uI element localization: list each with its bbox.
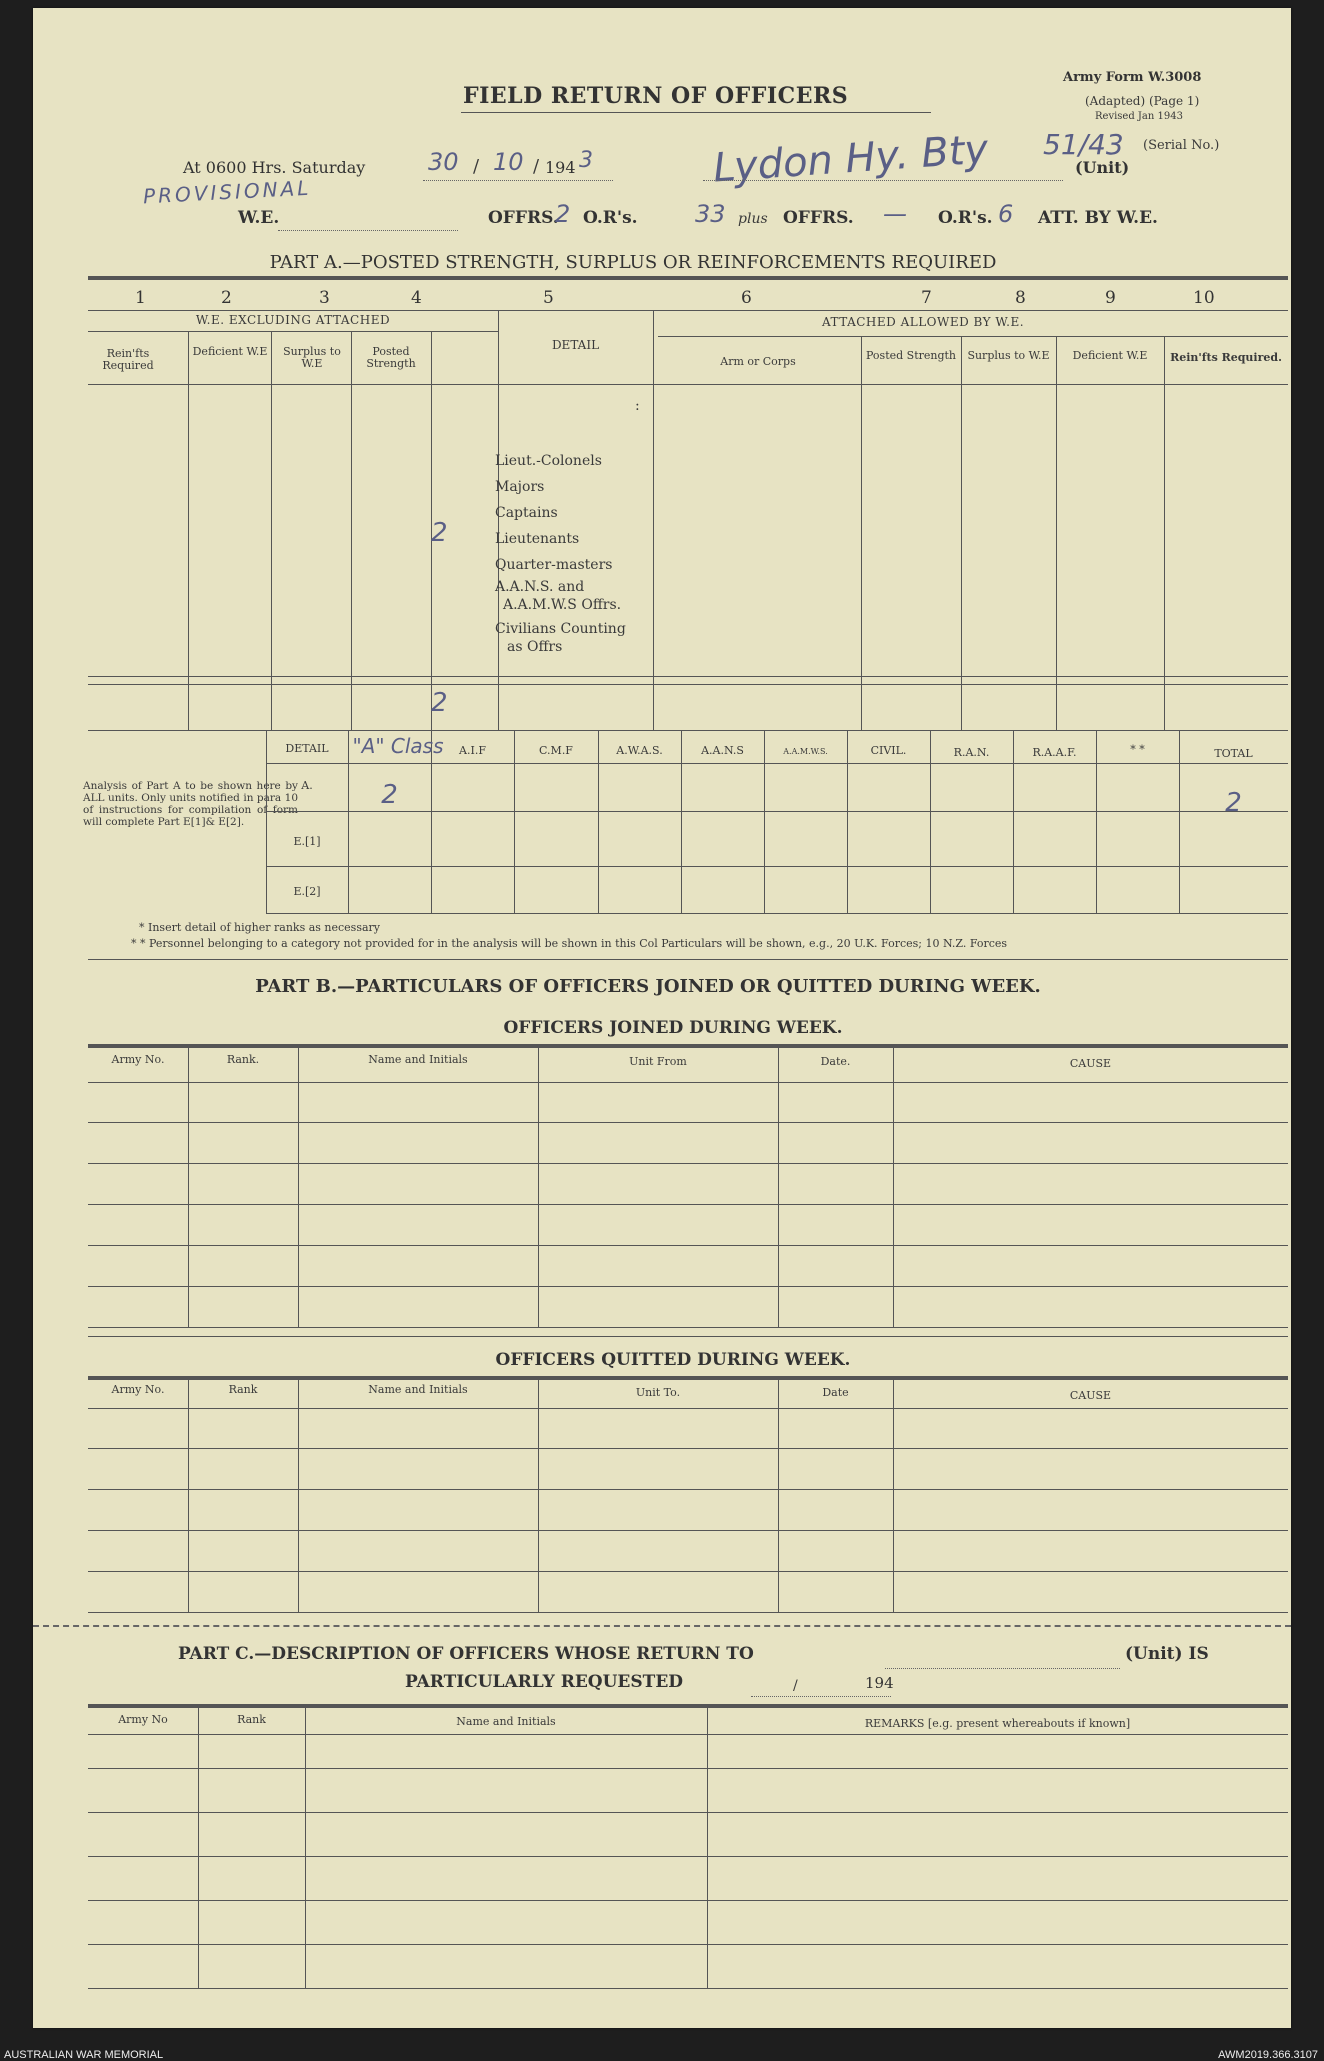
part-c-hdr-army-no: Army No — [118, 1713, 168, 1726]
joined-row-rule — [88, 1327, 1288, 1328]
rank-dots: : — [635, 398, 640, 414]
rank-list — [495, 448, 626, 656]
quitted-row-rule — [88, 1448, 1288, 1449]
an-row-e1: E.[1] — [293, 835, 321, 848]
perforation — [33, 1625, 1291, 1627]
joined-hdr-army-no: Army No. — [111, 1053, 165, 1066]
hdr-arm-corps: Arm or Corps — [720, 355, 796, 368]
date-sep-1: / — [473, 156, 480, 177]
part-a-bottom-rule — [88, 730, 1288, 731]
an-hdr-aans: A.A.N.S — [701, 744, 744, 757]
part-c-row-rule — [88, 1768, 1288, 1769]
analysis-vline — [598, 730, 599, 913]
an-hdr-civil: CIVIL. — [870, 744, 907, 757]
unit-value: Lydon Hy. Bty — [711, 126, 990, 192]
analysis-header-rule — [266, 763, 1288, 764]
quitted-vline — [188, 1376, 189, 1612]
part-a-vline — [1164, 336, 1165, 731]
form-revised: Revised Jan 1943 — [1095, 111, 1183, 122]
part-a-vline — [861, 336, 862, 731]
joined-vline — [778, 1044, 779, 1327]
col-num-1: 1 — [135, 288, 146, 308]
part-c-row-rule — [88, 1812, 1288, 1813]
rank-qm: Quarter-masters — [495, 557, 613, 573]
rank-captain: Captains — [495, 505, 558, 521]
offrs-value: 2 — [555, 200, 571, 228]
footnote-1: * Insert detail of higher ranks as necessary — [139, 921, 380, 934]
footer-accession: AWM2019.366.3107 — [1218, 2049, 1318, 2061]
offrs-label: OFFRS. — [488, 208, 559, 228]
part-c-row-rule — [88, 1944, 1288, 1945]
quitted-row-rule — [88, 1408, 1288, 1409]
quitted-top-rule — [88, 1376, 1288, 1380]
date-year-printed: 194 — [545, 158, 576, 177]
joined-row-rule — [88, 1286, 1288, 1287]
ors2-label: O.R's. — [938, 208, 993, 228]
we-line — [278, 230, 458, 231]
form-sheet — [33, 8, 1291, 2028]
part-c-hdr-rank: Rank — [237, 1713, 266, 1726]
quitted-hdr-unit: Unit To. — [635, 1386, 681, 1399]
form-adapted: (Adapted) (Page 1) — [1085, 94, 1200, 108]
part-a-vline — [271, 331, 272, 731]
joined-row-rule — [88, 1245, 1288, 1246]
quitted-title: OFFICERS QUITTED DURING WEEK. — [495, 1350, 851, 1370]
part-a-vline — [1056, 336, 1057, 731]
part-a-top-rule — [88, 310, 1288, 311]
we-excluding-header: W.E. EXCLUDING ATTACHED — [195, 313, 391, 327]
part-c-title-1: PART C.—DESCRIPTION OF OFFICERS WHOSE RETURN TO — [178, 1644, 754, 1664]
quitted-hdr-date: Date — [822, 1386, 849, 1399]
analysis-note: Analysis of Part A to be shown here by ALL units. Only units notified in para 10 of instructions for compilation of form will complete Part E[1]& E[2]. — [83, 780, 298, 828]
joined-vline — [893, 1044, 894, 1327]
hdr-detail: DETAIL — [551, 338, 600, 352]
part-a-vline — [351, 331, 352, 731]
ors-value: 33 — [695, 200, 726, 228]
part-c-hdr-remarks: REMARKS [e.g. present whereabouts if known] — [864, 1717, 1131, 1730]
an-row-a: A. — [301, 779, 313, 792]
header-bottom-rule — [88, 384, 1288, 385]
part-a-rule — [88, 276, 1288, 280]
date-month: 10 — [493, 148, 524, 176]
analysis-bottom-rule — [266, 913, 1288, 914]
analysis-vline — [764, 730, 765, 913]
col-num-3: 3 — [319, 288, 330, 308]
part-c-row-rule — [88, 1734, 1288, 1735]
col-num-10: 10 — [1193, 288, 1215, 308]
joined-hdr-name: Name and Initials — [368, 1053, 468, 1066]
totals-rule-2 — [88, 684, 1288, 685]
hdr-att-posted: Posted Strength — [865, 349, 957, 362]
quitted-row-rule — [88, 1489, 1288, 1490]
joined-row-rule — [88, 1122, 1288, 1123]
part-a-vline — [961, 336, 962, 731]
offrs2-label: OFFRS. — [783, 208, 854, 228]
joined-hdr-unit: Unit From — [629, 1055, 687, 1068]
date-sep-2: / — [533, 156, 540, 177]
provisional-stamp: PROVISIONAL — [142, 175, 312, 209]
date-year-hand: 3 — [579, 148, 593, 173]
serial-value: 51/43 — [1043, 128, 1124, 161]
att-subheader-rule — [658, 336, 1288, 337]
footnote-rule — [88, 959, 1288, 960]
col-num-4: 4 — [411, 288, 422, 308]
part-c-unit-is: (Unit) IS — [1125, 1644, 1209, 1664]
part-a-title: PART A.—POSTED STRENGTH, SURPLUS OR REINFORCEMENTS REQUIRED — [269, 252, 997, 273]
an-hdr-other: * * — [1130, 743, 1145, 756]
col-num-9: 9 — [1105, 288, 1116, 308]
rank-lieut: Lieutenants — [495, 531, 580, 547]
joined-hdr-date: Date. — [820, 1055, 851, 1068]
quitted-hdr-army-no: Army No. — [111, 1383, 165, 1396]
form-number: Army Form W.3008 — [1063, 70, 1202, 85]
quitted-vline — [298, 1376, 299, 1612]
quitted-row-rule — [88, 1530, 1288, 1531]
quitted-row-rule — [88, 1571, 1288, 1572]
unit-line — [703, 180, 1063, 181]
analysis-vline — [681, 730, 682, 913]
analysis-vline — [1096, 730, 1097, 913]
part-c-vline — [707, 1704, 708, 1988]
joined-vline — [538, 1044, 539, 1327]
quitted-hdr-name: Name and Initials — [368, 1383, 468, 1396]
plus-label: plus — [738, 211, 768, 227]
col-num-8: 8 — [1015, 288, 1026, 308]
analysis-row-rule — [266, 811, 1288, 812]
part-c-date-line — [751, 1696, 891, 1697]
part-b-title: PART B.—PARTICULARS OF OFFICERS JOINED OR QUITTED DURING WEEK. — [255, 976, 1041, 997]
an-hdr-aif: A.I.F — [459, 744, 486, 757]
title-underline — [461, 112, 931, 113]
part-c-vline — [305, 1704, 306, 1988]
an-hdr-cmf: C.M.F — [539, 744, 573, 757]
quitted-hdr-cause: CAUSE — [1069, 1389, 1112, 1402]
ors-label: O.R's. — [583, 208, 638, 228]
rank-aamws: A.A.M.W.S Offrs. — [503, 597, 622, 613]
date-day: 30 — [428, 148, 459, 176]
ors2-value: 6 — [998, 200, 1014, 228]
serial-label: (Serial No.) — [1143, 138, 1220, 153]
hdr-reinfts-req: Rein'fts Required — [102, 347, 154, 372]
at-label: At 0600 Hrs. Saturday — [183, 158, 366, 177]
part-c-hdr-name: Name and Initials — [456, 1715, 556, 1728]
joined-title: OFFICERS JOINED DURING WEEK. — [503, 1018, 843, 1038]
quitted-hdr-rank: Rank — [228, 1383, 258, 1396]
form-title: FIELD RETURN OF OFFICERS — [463, 83, 849, 109]
part-c-year: 194 — [865, 1674, 894, 1692]
rank-civ-offrs: as Offrs — [507, 639, 563, 655]
we-subheader-rule — [88, 331, 498, 332]
hdr-att-deficient: Deficient W.E — [1072, 349, 1148, 362]
quitted-row-rule — [88, 1612, 1288, 1613]
joined-hdr-cause: CAUSE — [1069, 1057, 1112, 1070]
an-total-value: 2 — [1225, 788, 1242, 818]
col-num-6: 6 — [741, 288, 752, 308]
quitted-sep-rule — [88, 1336, 1288, 1337]
hdr-surplus: Surplus to W.E — [283, 345, 341, 370]
hdr-att-surplus: Surplus to W.E — [967, 349, 1050, 362]
part-c-row-rule — [88, 1856, 1288, 1857]
part-c-unit-line — [885, 1668, 1120, 1669]
offrs2-value: — — [883, 200, 907, 228]
part-a-vline — [188, 331, 189, 731]
an-a-class-value: 2 — [381, 780, 398, 810]
totals-rule — [88, 676, 1288, 677]
rank-civilians: Civilians Counting — [495, 621, 626, 637]
joined-row-rule — [88, 1163, 1288, 1164]
part-c-row-rule — [88, 1988, 1288, 1989]
an-hdr-total: TOTAL — [1214, 747, 1253, 760]
col-num-2: 2 — [221, 288, 232, 308]
hdr-posted: Posted Strength — [366, 345, 416, 370]
joined-vline — [298, 1044, 299, 1327]
an-hdr-ran: R.A.N. — [953, 746, 990, 759]
an-hdr-raaf: R.A.A.F. — [1032, 746, 1077, 759]
total-posted-value: 2 — [431, 688, 448, 718]
rank-lt-col: Lieut.-Colonels — [495, 453, 602, 469]
rank-major: Majors — [495, 479, 545, 495]
lieut-posted-value: 2 — [431, 518, 448, 548]
an-hdr-awas: A.W.A.S. — [616, 744, 663, 757]
joined-row-rule — [88, 1082, 1288, 1083]
an-row-e2: E.[2] — [293, 885, 321, 898]
joined-vline — [188, 1044, 189, 1327]
att-label: ATT. BY W.E. — [1038, 208, 1158, 228]
date-line — [423, 180, 613, 181]
col-num-7: 7 — [921, 288, 932, 308]
quitted-vline — [538, 1376, 539, 1612]
an-hdr-a-class: "A" Class — [352, 734, 444, 758]
part-c-row-rule — [88, 1900, 1288, 1901]
col-num-5: 5 — [543, 288, 554, 308]
part-c-title-2: PARTICULARLY REQUESTED — [405, 1672, 684, 1692]
joined-hdr-rank: Rank. — [226, 1053, 260, 1066]
hdr-att-reinfts: Rein'fts Required. — [1170, 351, 1282, 364]
part-c-top-rule — [88, 1704, 1288, 1708]
attached-allowed-header: ATTACHED ALLOWED BY W.E. — [821, 315, 1025, 329]
an-hdr-detail: DETAIL — [285, 742, 329, 755]
quitted-vline — [778, 1376, 779, 1612]
rank-aans: A.A.N.S. and — [495, 579, 585, 595]
quitted-vline — [893, 1376, 894, 1612]
footer-credit: AUSTRALIAN WAR MEMORIAL — [4, 2049, 164, 2061]
hdr-deficient: Deficient W.E — [192, 345, 268, 358]
analysis-vline — [847, 730, 848, 913]
part-c-date-sep: / — [793, 1678, 798, 1694]
part-c-vline — [198, 1704, 199, 1988]
part-a-vline — [653, 310, 654, 731]
we-label: W.E. — [238, 208, 280, 228]
analysis-vline — [514, 730, 515, 913]
unit-label: (Unit) — [1075, 158, 1130, 177]
joined-top-rule — [88, 1044, 1288, 1048]
analysis-row-rule — [266, 866, 1288, 867]
an-hdr-aamws: A.A.M.W.S. — [783, 747, 828, 756]
joined-row-rule — [88, 1204, 1288, 1205]
footnote-2: * * Personnel belonging to a category not provided for in the analysis will be shown in this Col Particulars will be shown, e.g., 20 U.K. Forces; 10 N.Z. Forces — [131, 937, 1008, 950]
